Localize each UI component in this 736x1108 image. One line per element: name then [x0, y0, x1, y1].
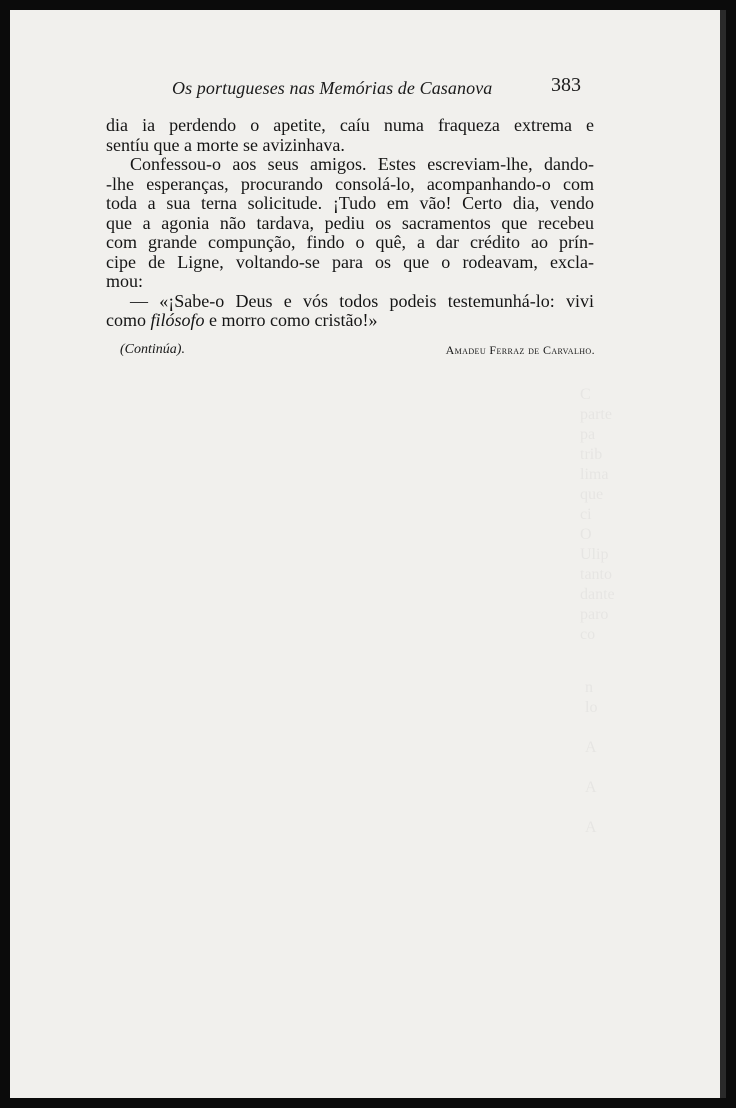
text-line: com grande compunção, findo o quê, a dar crédito ao prín-: [106, 233, 594, 252]
running-head: [106, 74, 581, 102]
quote-italic-word: filósofo: [150, 311, 205, 330]
quote-line: — «¡Sabe-o Deus e vós todos podeis testemunhá-lo: vivi: [130, 291, 594, 311]
continued-note: (Continúa).: [120, 342, 185, 357]
text-line: cipe de Ligne, voltando-se para os que o rodeavam, excla-: [106, 252, 594, 272]
text-line: mou:: [106, 272, 144, 291]
page-number: 383: [551, 74, 581, 96]
text-line: toda a sua terna solicitude. ¡Tudo em vão! Certo dia, vendo: [106, 194, 594, 213]
show-through-text: C parte pa trib lima que ci O Ulip tanto dante paro co: [580, 386, 615, 643]
page-edge-shadow: [720, 10, 726, 1098]
text-line: sentíu que a morte se avizinhava.: [106, 135, 345, 155]
book-page: [10, 10, 726, 1098]
quote-line-end: [106, 311, 594, 331]
body-text: [106, 116, 594, 331]
quote-prefix: como: [106, 311, 151, 330]
author-signature: Amadeu Ferraz de Carvalho.: [445, 343, 595, 357]
quote-suffix: e morro como cristão!»: [204, 311, 378, 330]
article-footer: [120, 342, 595, 362]
running-title: Os portugueses nas Memórias de Casanova: [172, 78, 493, 98]
show-through-footnotes: n lo A A A: [585, 679, 598, 836]
text-line: Confessou-o aos seus amigos. Estes escreviam-lhe, dando-: [130, 155, 594, 174]
text-line: que a agonia não tardava, pediu os sacramentos que recebeu: [106, 213, 594, 233]
text-line: -lhe esperanças, procurando consolá-lo, acompanhando-o com: [106, 174, 594, 194]
text-line: dia ia perdendo o apetite, caíu numa fraqueza extrema e: [106, 116, 594, 135]
